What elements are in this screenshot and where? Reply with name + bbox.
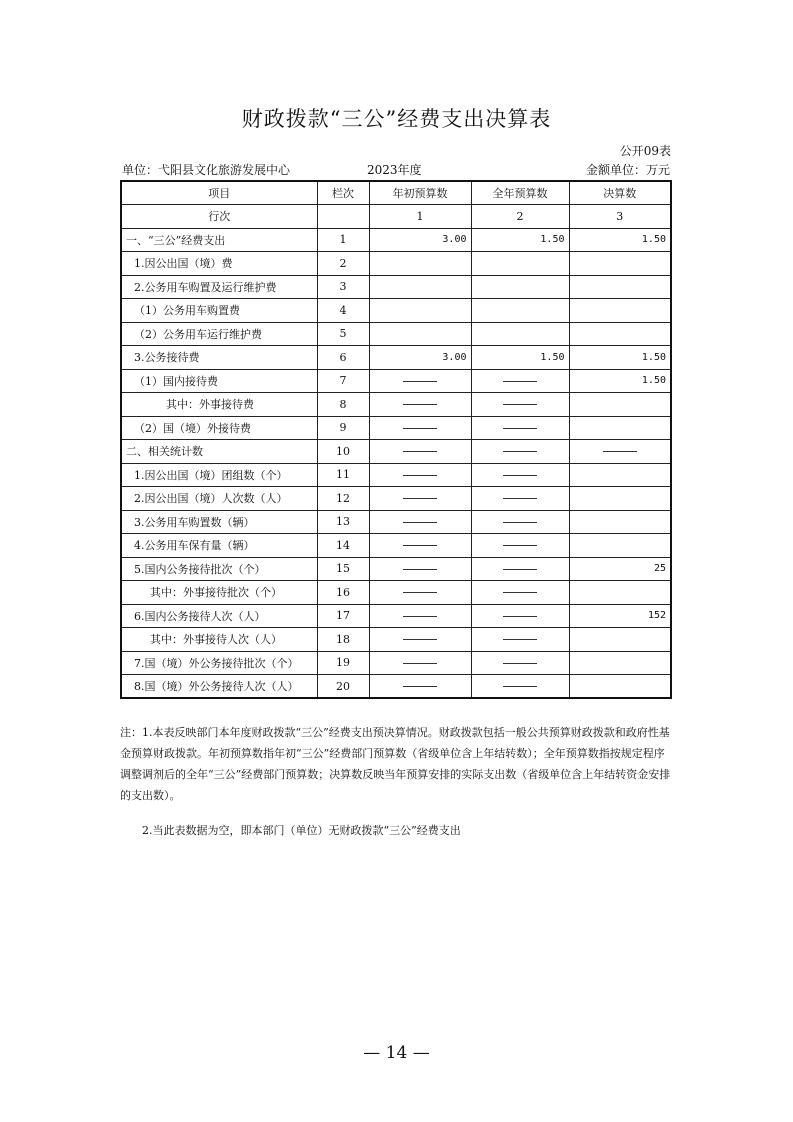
- row-number: 9: [317, 416, 369, 440]
- row-label: 4.公务用车保有量（辆）: [121, 534, 317, 558]
- header-cell: 栏次: [317, 181, 369, 205]
- annual-budget-cell: [471, 299, 569, 323]
- row-label: 5.国内公务接待批次（个）: [121, 557, 317, 581]
- table-meta: [122, 161, 670, 179]
- initial-budget-cell: [369, 463, 471, 487]
- header-cell: 全年预算数: [471, 181, 569, 205]
- final-account-cell: [569, 322, 671, 346]
- dash-mark: [503, 498, 537, 499]
- dash-mark: [503, 545, 537, 546]
- row-number: 1: [317, 228, 369, 252]
- initial-budget-cell: [369, 510, 471, 534]
- table-row: [121, 416, 671, 440]
- row-number: 19: [317, 651, 369, 675]
- table-row: [121, 651, 671, 675]
- row-label: 1.因公出国（境）费: [121, 252, 317, 276]
- row-label: 1.因公出国（境）团组数（个）: [121, 463, 317, 487]
- row-label: 2.公务用车购置及运行维护费: [121, 275, 317, 299]
- dash-mark: [503, 522, 537, 523]
- row-label: 其中：外事接待费: [121, 393, 317, 417]
- initial-budget-cell: 3.00: [369, 346, 471, 370]
- header-cell: 年初预算数: [369, 181, 471, 205]
- initial-budget-cell: [369, 275, 471, 299]
- row-number: 8: [317, 393, 369, 417]
- row-number: 20: [317, 675, 369, 699]
- table-row: [121, 510, 671, 534]
- dash-mark: [403, 663, 437, 664]
- annual-budget-cell: [471, 393, 569, 417]
- dash-mark: [403, 428, 437, 429]
- row-number: 12: [317, 487, 369, 511]
- table-header-row: [121, 181, 671, 205]
- annual-budget-cell: [471, 463, 569, 487]
- table-row: [121, 487, 671, 511]
- row-number: 13: [317, 510, 369, 534]
- row-label: 3.公务用车购置数（辆）: [121, 510, 317, 534]
- final-account-cell: [569, 275, 671, 299]
- table-row: [121, 675, 671, 699]
- initial-budget-cell: [369, 440, 471, 464]
- initial-budget-cell: [369, 322, 471, 346]
- dash-mark: [403, 569, 437, 570]
- subheader-cell: 1: [369, 205, 471, 229]
- initial-budget-cell: [369, 487, 471, 511]
- table-row: [121, 604, 671, 628]
- table-row: [121, 557, 671, 581]
- annual-budget-cell: [471, 557, 569, 581]
- table-row: [121, 322, 671, 346]
- final-account-cell: [569, 252, 671, 276]
- annual-budget-cell: [471, 369, 569, 393]
- initial-budget-cell: [369, 604, 471, 628]
- final-account-cell: [569, 534, 671, 558]
- final-account-cell: 152: [569, 604, 671, 628]
- initial-budget-cell: [369, 628, 471, 652]
- row-label: （1）公务用车购置费: [121, 299, 317, 323]
- notes: [120, 722, 672, 841]
- subheader-cell: 2: [471, 205, 569, 229]
- annual-budget-cell: [471, 581, 569, 605]
- page-number: — 14 —: [363, 1043, 430, 1063]
- unit-label: 单位：弋阳县文化旅游发展中心: [122, 163, 291, 177]
- expense-table: [120, 180, 672, 699]
- row-number: 7: [317, 369, 369, 393]
- final-account-cell: [569, 510, 671, 534]
- row-number: 4: [317, 299, 369, 323]
- row-number: 16: [317, 581, 369, 605]
- row-label: 6.国内公务接待人次（人）: [121, 604, 317, 628]
- final-account-cell: [569, 440, 671, 464]
- row-label: 其中：外事接待批次（个）: [121, 581, 317, 605]
- row-number: 5: [317, 322, 369, 346]
- initial-budget-cell: [369, 369, 471, 393]
- final-account-cell: [569, 628, 671, 652]
- row-label: 2.因公出国（境）人次数（人）: [121, 487, 317, 511]
- annual-budget-cell: [471, 275, 569, 299]
- dash-mark: [403, 545, 437, 546]
- dash-mark: [503, 686, 537, 687]
- dash-mark: [403, 616, 437, 617]
- row-number: 3: [317, 275, 369, 299]
- initial-budget-cell: [369, 651, 471, 675]
- initial-budget-cell: [369, 299, 471, 323]
- row-label: （1）国内接待费: [121, 369, 317, 393]
- dash-mark: [503, 381, 537, 382]
- table-row: [121, 275, 671, 299]
- final-account-cell: 1.50: [569, 346, 671, 370]
- initial-budget-cell: 3.00: [369, 228, 471, 252]
- row-number: 11: [317, 463, 369, 487]
- row-label: 二、相关统计数: [121, 440, 317, 464]
- row-label: 7.国（境）外公务接待批次（个）: [121, 651, 317, 675]
- final-account-cell: 1.50: [569, 228, 671, 252]
- annual-budget-cell: [471, 628, 569, 652]
- dash-mark: [403, 592, 437, 593]
- annual-budget-cell: [471, 651, 569, 675]
- initial-budget-cell: [369, 252, 471, 276]
- row-number: 18: [317, 628, 369, 652]
- final-account-cell: [569, 463, 671, 487]
- table-subheader-row: [121, 205, 671, 229]
- table-row: [121, 252, 671, 276]
- initial-budget-cell: [369, 416, 471, 440]
- dash-mark: [503, 592, 537, 593]
- annual-budget-cell: 1.50: [471, 228, 569, 252]
- final-account-cell: [569, 416, 671, 440]
- table-row: [121, 440, 671, 464]
- dash-mark: [403, 451, 437, 452]
- initial-budget-cell: [369, 581, 471, 605]
- initial-budget-cell: [369, 534, 471, 558]
- table-row: [121, 393, 671, 417]
- row-label: 其中：外事接待人次（人）: [121, 628, 317, 652]
- dash-mark: [403, 686, 437, 687]
- dash-mark: [403, 522, 437, 523]
- annual-budget-cell: [471, 510, 569, 534]
- initial-budget-cell: [369, 393, 471, 417]
- dash-mark: [503, 663, 537, 664]
- row-number: 17: [317, 604, 369, 628]
- row-label: 8.国（境）外公务接待人次（人）: [121, 675, 317, 699]
- header-cell: 项目: [121, 181, 317, 205]
- annual-budget-cell: [471, 534, 569, 558]
- initial-budget-cell: [369, 675, 471, 699]
- annual-budget-cell: [471, 487, 569, 511]
- annual-budget-cell: [471, 416, 569, 440]
- row-number: 2: [317, 252, 369, 276]
- final-account-cell: [569, 651, 671, 675]
- dash-mark: [503, 569, 537, 570]
- annual-budget-cell: 1.50: [471, 346, 569, 370]
- row-number: 6: [317, 346, 369, 370]
- dash-mark: [503, 428, 537, 429]
- annual-budget-cell: [471, 675, 569, 699]
- final-account-cell: 25: [569, 557, 671, 581]
- final-account-cell: [569, 581, 671, 605]
- amount-unit-label: 金额单位：万元: [585, 163, 670, 177]
- annual-budget-cell: [471, 322, 569, 346]
- annual-budget-cell: [471, 252, 569, 276]
- final-account-cell: [569, 393, 671, 417]
- dash-mark: [503, 639, 537, 640]
- dash-mark: [403, 404, 437, 405]
- dash-mark: [403, 381, 437, 382]
- dash-mark: [503, 616, 537, 617]
- final-account-cell: [569, 299, 671, 323]
- final-account-cell: [569, 675, 671, 699]
- table-row: [121, 346, 671, 370]
- table-row: [121, 581, 671, 605]
- subheader-cell: 行次: [121, 205, 317, 229]
- final-account-cell: 1.50: [569, 369, 671, 393]
- note-2: 2.当此表数据为空，即本部门（单位）无财政拨款“三公”经费支出: [142, 824, 461, 837]
- table-row: [121, 369, 671, 393]
- table-row: [121, 299, 671, 323]
- annual-budget-cell: [471, 604, 569, 628]
- table-row: [121, 463, 671, 487]
- row-number: 10: [317, 440, 369, 464]
- final-account-cell: [569, 487, 671, 511]
- dash-mark: [403, 498, 437, 499]
- year-label: 2023年度: [367, 163, 422, 177]
- header-cell: 决算数: [569, 181, 671, 205]
- dash-mark: [503, 475, 537, 476]
- form-number: 公开09表: [619, 144, 671, 158]
- row-label: （2）公务用车运行维护费: [121, 322, 317, 346]
- dash-mark: [403, 475, 437, 476]
- page-title: 财政拨款“三公”经费支出决算表: [241, 107, 552, 131]
- annual-budget-cell: [471, 440, 569, 464]
- row-number: 14: [317, 534, 369, 558]
- row-label: （2）国（境）外接待费: [121, 416, 317, 440]
- row-label: 3.公务接待费: [121, 346, 317, 370]
- initial-budget-cell: [369, 557, 471, 581]
- dash-mark: [503, 451, 537, 452]
- note-1: 注：1.本表反映部门本年度财政拨款“三公”经费支出预决算情况。财政拨款包括一般公共预算财政拨款和政府性基金预算财政拨款。年初预算数指年初“三公”经费部门预算数（省级单位含上年结转数）；全年预算数指按规定程序调整调剂后的全年“三公”经费部门预算数；决算数反映当年预算安排的实际支出数（省级单位含上年结转资金安排的支出数）。: [120, 726, 671, 802]
- row-label: 一、“三公”经费支出: [121, 228, 317, 252]
- subheader-cell: [317, 205, 369, 229]
- table-row: [121, 228, 671, 252]
- table-body: [121, 181, 671, 698]
- dash-mark: [403, 639, 437, 640]
- dash-mark: [503, 404, 537, 405]
- row-number: 15: [317, 557, 369, 581]
- dash-mark: [603, 451, 637, 452]
- subheader-cell: 3: [569, 205, 671, 229]
- table-row: [121, 628, 671, 652]
- table-row: [121, 534, 671, 558]
